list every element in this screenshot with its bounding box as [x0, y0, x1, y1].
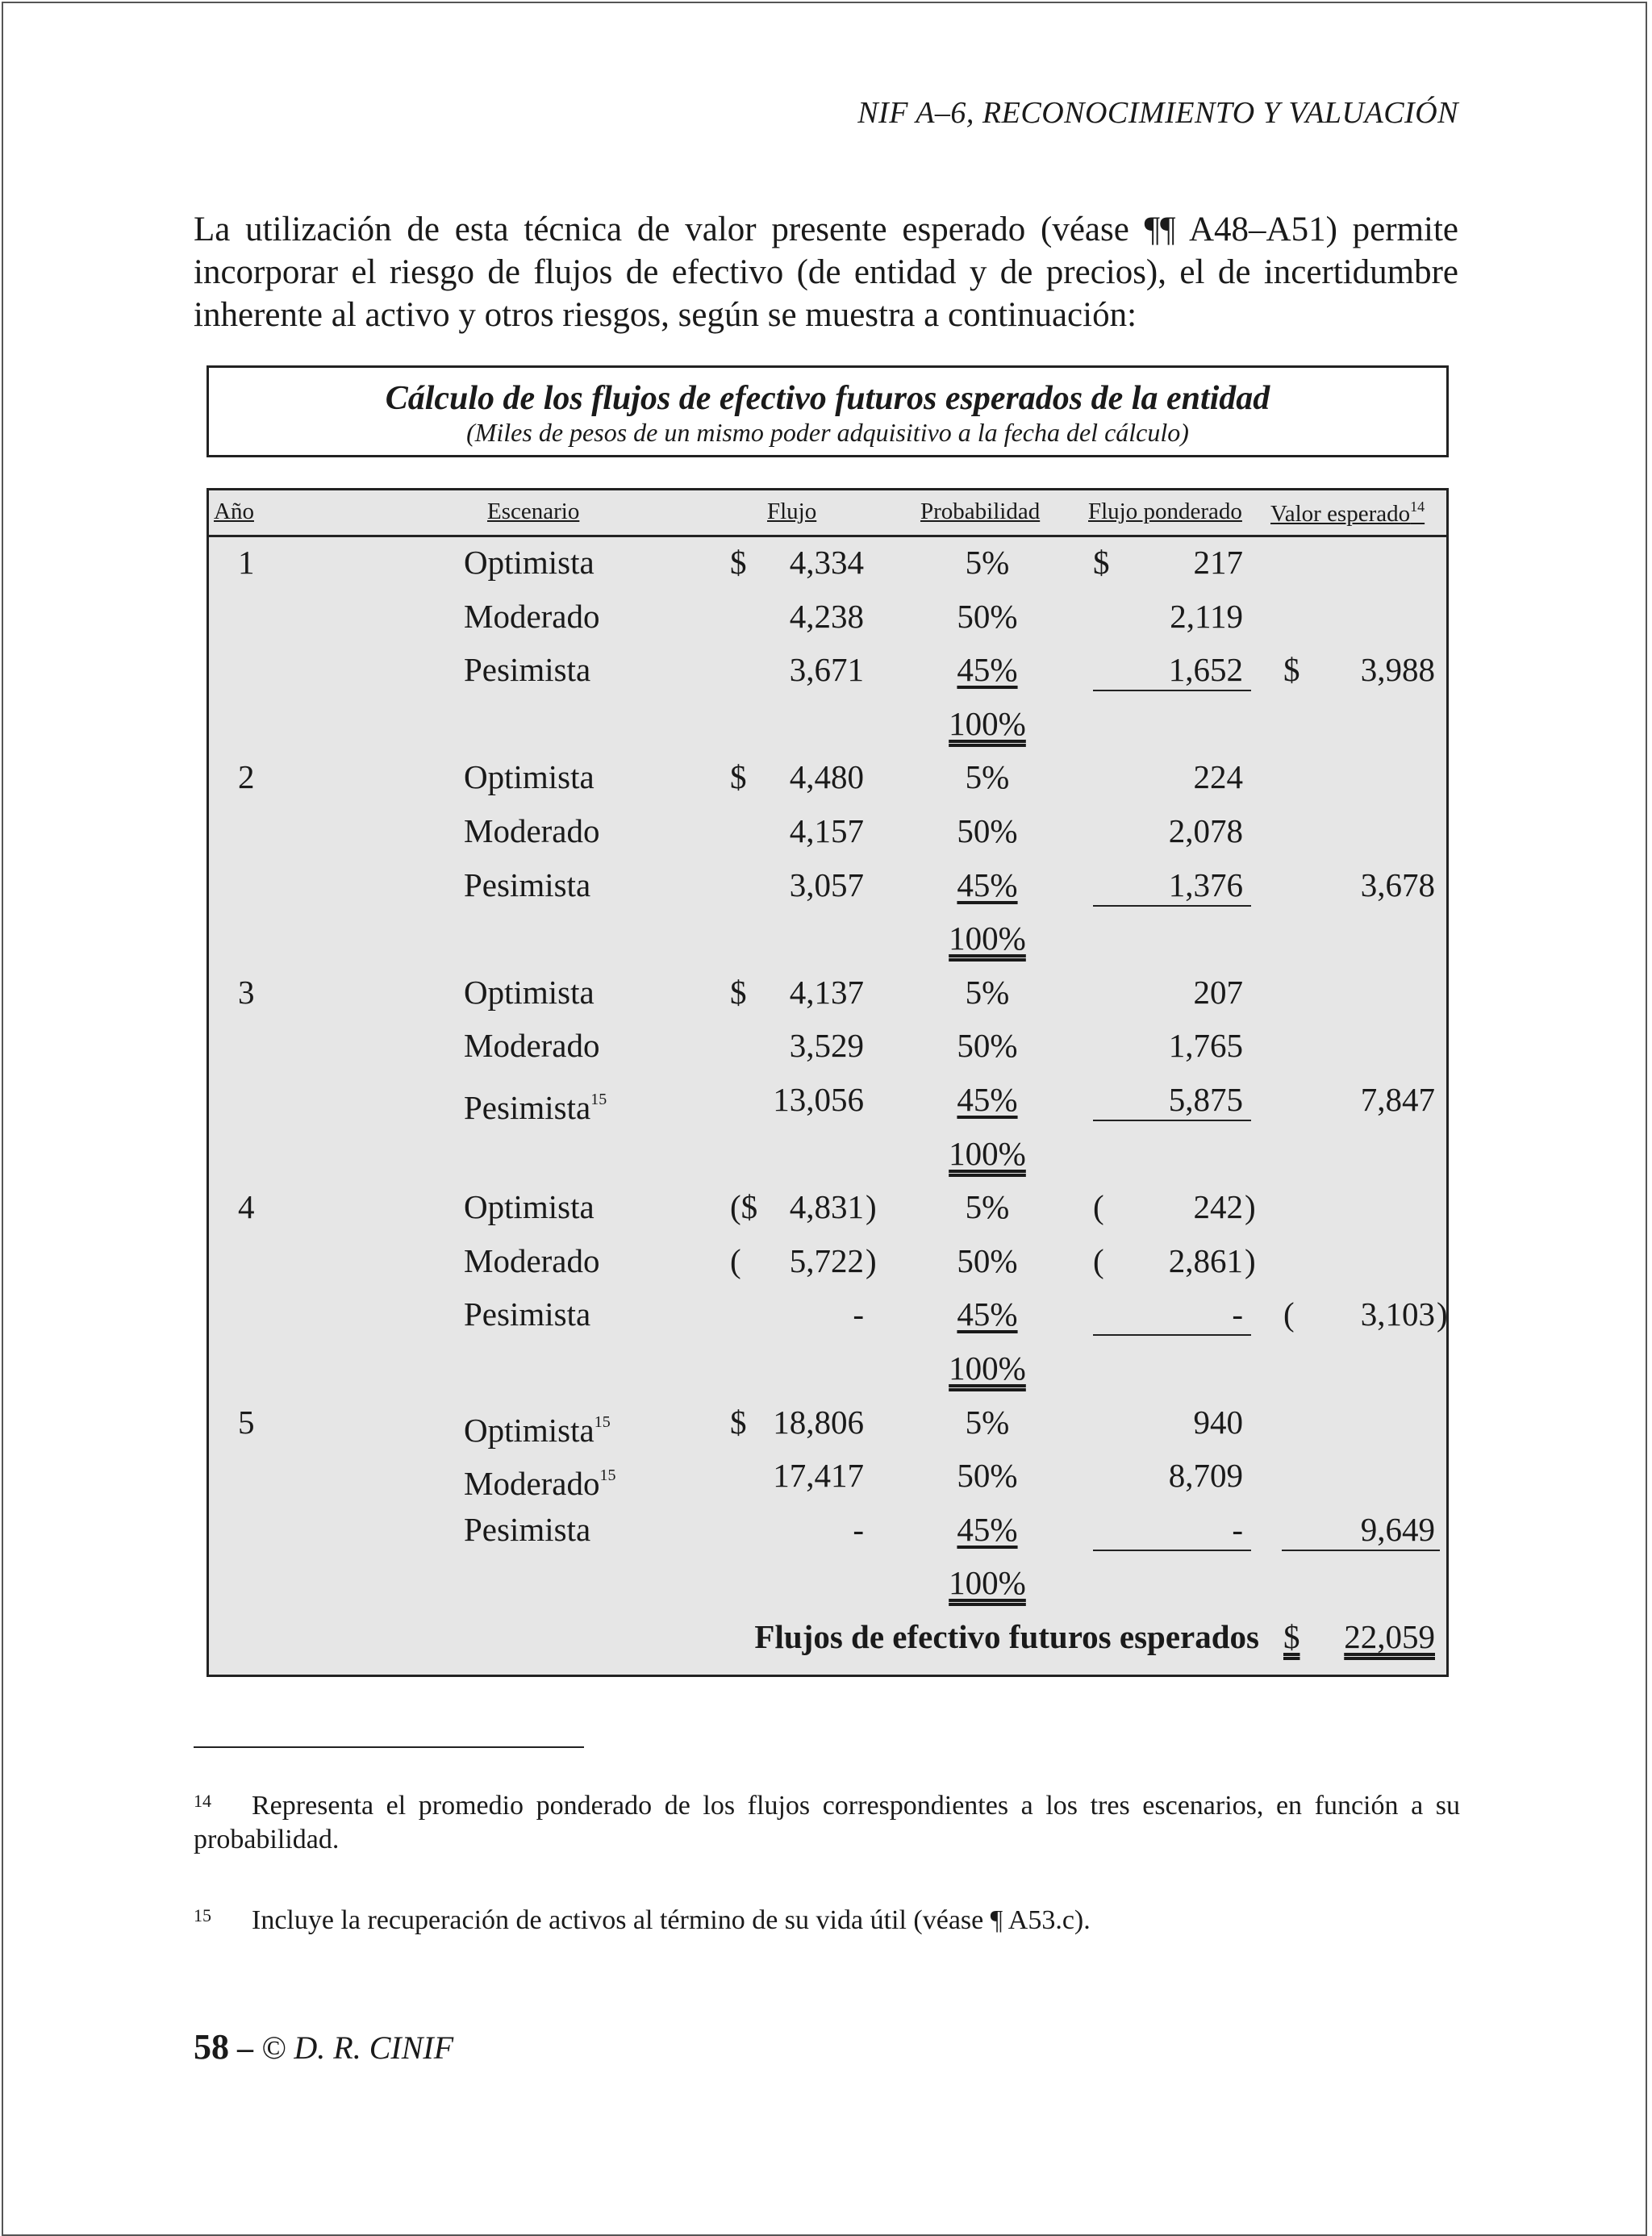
- grand-total-prefix: $: [1283, 1618, 1300, 1655]
- weighted-flow-cell: 242: [1193, 1188, 1243, 1226]
- table-row: [209, 1180, 1446, 1233]
- flow-prefix: $: [730, 973, 747, 1011]
- table-header-row: [209, 490, 1446, 537]
- subtotal-underline: [1093, 1550, 1251, 1551]
- probability-cell: 45%: [957, 1510, 1018, 1548]
- probability-cell: 5%: [965, 973, 1010, 1011]
- footnote-number: 14: [194, 1791, 211, 1811]
- flow-cell: 3,671: [789, 651, 864, 689]
- weighted-flow-cell: 224: [1193, 758, 1243, 796]
- scenario-name: Moderado: [464, 1241, 600, 1279]
- year-cell: 5: [238, 1403, 255, 1441]
- flow-cell: 13,056: [773, 1081, 864, 1118]
- year-cell: 4: [238, 1188, 255, 1226]
- subtotal-underline: [1093, 1334, 1251, 1336]
- flow-suffix: ): [866, 1241, 877, 1279]
- weighted-flow-suffix: ): [1245, 1241, 1256, 1279]
- scenario-cell: [464, 651, 590, 688]
- flow-prefix: $: [730, 1403, 747, 1441]
- running-header: NIF A–6, RECONOCIMIENTO Y VALUACIÓN: [857, 96, 1458, 130]
- col-header-expected-value-label: Valor esperado: [1270, 501, 1411, 527]
- probability-cell: 5%: [965, 544, 1010, 581]
- year-cell: 3: [238, 973, 255, 1011]
- footnote-text: Representa el promedio ponderado de los flujos correspondientes a los tres escenarios, en función a su probabilidad.: [194, 1791, 1460, 1854]
- table-row: [209, 536, 1446, 589]
- expected-value-cell: 7,847: [1360, 1081, 1435, 1118]
- flow-cell: 4,238: [789, 597, 864, 635]
- scenario-name: Moderado: [464, 1027, 600, 1065]
- table-row: [209, 1395, 1446, 1449]
- scenario-cell: [464, 1404, 611, 1449]
- weighted-flow-cell: 5,875: [1168, 1081, 1243, 1118]
- table-row: [209, 804, 1446, 857]
- flow-cell: 4,831: [789, 1188, 864, 1226]
- scenario-name: Moderado: [464, 812, 600, 849]
- flow-cell: 4,137: [789, 973, 864, 1011]
- footnote-number: 15: [194, 1905, 211, 1925]
- table-subtitle: (Miles de pesos de un mismo poder adquisitivo a la fecha del cálculo): [466, 418, 1189, 447]
- probability-cell: 50%: [957, 597, 1018, 635]
- year-cell: 1: [238, 544, 255, 581]
- flow-cell: 4,480: [789, 758, 864, 796]
- expected-value-cell: 3,988: [1360, 651, 1435, 689]
- flow-cell: 3,529: [789, 1027, 864, 1065]
- footnote-ref-15: 15: [599, 1466, 616, 1485]
- grand-total-row: [209, 1610, 1446, 1663]
- flow-suffix: ): [866, 1188, 877, 1226]
- expected-value-suffix: ): [1437, 1295, 1448, 1333]
- scenario-cell: [464, 1081, 607, 1126]
- weighted-flow-cell: 1,652: [1168, 651, 1243, 689]
- weighted-flow-cell: 2,119: [1170, 597, 1243, 635]
- probability-total: 100%: [949, 1134, 1026, 1172]
- flow-prefix: ($: [730, 1188, 758, 1226]
- flow-prefix: $: [730, 544, 747, 581]
- probability-total: 100%: [949, 1564, 1026, 1602]
- scenario-name: Moderado: [464, 1465, 600, 1503]
- weighted-flow-cell: 207: [1193, 973, 1243, 1011]
- probability-total: 100%: [949, 920, 1026, 957]
- subtotal-underline: [1093, 1120, 1251, 1121]
- probability-total-row: [209, 912, 1446, 965]
- flow-cell: -: [853, 1510, 864, 1548]
- col-header-scenario: Escenario: [487, 499, 580, 524]
- subtotal-underline: [1093, 690, 1251, 691]
- scenario-name: Optimista: [464, 544, 594, 581]
- weighted-flow-cell: -: [1232, 1295, 1243, 1333]
- expected-value-prefix: $: [1283, 651, 1300, 689]
- flow-cell: 5,722: [789, 1241, 864, 1279]
- probability-total-row: [209, 1127, 1446, 1180]
- table-row: [209, 966, 1446, 1019]
- weighted-flow-prefix: (: [1093, 1188, 1104, 1226]
- probability-total: 100%: [949, 704, 1026, 742]
- scenario-cell: [464, 974, 594, 1011]
- footnote-rule: [194, 1746, 584, 1748]
- scenario-cell: [464, 1188, 594, 1225]
- probability-cell: 45%: [957, 866, 1018, 903]
- scenario-cell: [464, 1511, 590, 1548]
- probability-cell: 45%: [957, 1295, 1018, 1333]
- scenario-cell: [464, 812, 600, 849]
- scenario-name: Pesimista: [464, 651, 591, 689]
- scenario-name: Optimista: [464, 1188, 594, 1226]
- flow-cell: -: [853, 1295, 864, 1333]
- col-header-year: Año: [214, 499, 254, 524]
- probability-cell: 45%: [957, 651, 1018, 689]
- scenario-cell: [464, 758, 594, 795]
- scenario-cell: [464, 1027, 600, 1064]
- table-title: Cálculo de los flujos de efectivo futuros esperados de la entidad: [385, 380, 1270, 417]
- flow-cell: 4,157: [789, 812, 864, 849]
- weighted-flow-suffix: ): [1245, 1188, 1256, 1226]
- probability-total: 100%: [949, 1350, 1026, 1387]
- cash-flow-table: [206, 488, 1449, 1677]
- probability-total-row: [209, 1341, 1446, 1395]
- grand-total-label: Flujos de efectivo futuros esperados: [754, 1618, 1259, 1655]
- table-row: [209, 1503, 1446, 1556]
- flow-cell: 17,417: [773, 1457, 864, 1495]
- table-row: [209, 858, 1446, 912]
- table-row: [209, 750, 1446, 803]
- scenario-cell: [464, 1295, 590, 1333]
- flow-cell: 18,806: [773, 1403, 864, 1441]
- footnote-ref-14: 14: [1410, 499, 1425, 515]
- intro-paragraph: La utilización de esta técnica de valor presente esperado (véase ¶¶ A48–A51) permite incorporar el riesgo de flujos de efectivo (de entidad y de precios), el de incertidumbre inherente al activo y otros riesgos, según se muestra a continuación:: [194, 211, 1458, 334]
- expected-value-cell: 3,103: [1360, 1295, 1435, 1333]
- weighted-flow-cell: 2,078: [1168, 812, 1243, 849]
- probability-cell: 50%: [957, 1457, 1018, 1495]
- page-footer: [194, 2026, 453, 2067]
- expected-value-cell: 9,649: [1360, 1510, 1435, 1548]
- subtotal-underline: [1282, 1550, 1440, 1551]
- scenario-name: Pesimista: [464, 1510, 591, 1548]
- scenario-name: Optimista: [464, 758, 594, 796]
- table-row: [209, 643, 1446, 696]
- subtotal-underline: [1093, 905, 1251, 907]
- table-row: [209, 1073, 1446, 1126]
- table-row: [209, 1449, 1446, 1502]
- scenario-name: Moderado: [464, 597, 600, 635]
- probability-cell: 50%: [957, 1241, 1018, 1279]
- footnote-15: [194, 1904, 1460, 1938]
- copyright: © D. R. CINIF: [261, 2030, 454, 2066]
- flow-cell: 4,334: [789, 544, 864, 581]
- col-header-expected-value: [1270, 499, 1425, 528]
- table-title-box: [206, 365, 1449, 457]
- scenario-cell: [464, 1457, 616, 1502]
- flow-prefix: (: [730, 1241, 741, 1279]
- weighted-flow-prefix: (: [1093, 1241, 1104, 1279]
- scenario-cell: [464, 544, 594, 581]
- col-header-probability: Probabilidad: [920, 499, 1041, 524]
- expected-value-prefix: (: [1283, 1295, 1295, 1333]
- weighted-flow-cell: 1,765: [1168, 1027, 1243, 1065]
- footnote-ref-15: 15: [594, 1412, 611, 1431]
- year-cell: 2: [238, 758, 255, 796]
- weighted-flow-cell: 2,861: [1168, 1241, 1243, 1279]
- weighted-flow-prefix: $: [1093, 544, 1110, 581]
- flow-cell: 3,057: [789, 866, 864, 903]
- grand-total-value: 22,059: [1344, 1618, 1435, 1655]
- probability-cell: 45%: [957, 1081, 1018, 1118]
- weighted-flow-cell: 217: [1193, 544, 1243, 581]
- footer-separator: –: [237, 2030, 253, 2066]
- probability-total-row: [209, 1556, 1446, 1609]
- weighted-flow-cell: 1,376: [1168, 866, 1243, 903]
- table-row: [209, 590, 1446, 643]
- probability-cell: 5%: [965, 1188, 1010, 1226]
- scenario-name: Pesimista: [464, 866, 591, 903]
- table-row: [209, 1287, 1446, 1341]
- col-header-flow: Flujo: [767, 499, 817, 524]
- probability-cell: 5%: [965, 1403, 1010, 1441]
- table-row: [209, 1234, 1446, 1287]
- probability-cell: 50%: [957, 1027, 1018, 1065]
- scenario-cell: [464, 1242, 600, 1279]
- scenario-name: Pesimista: [464, 1295, 591, 1333]
- weighted-flow-cell: 8,709: [1168, 1457, 1243, 1495]
- page-number: 58: [194, 2027, 229, 2067]
- scenario-cell: [464, 598, 600, 635]
- probability-total-row: [209, 697, 1446, 750]
- scenario-name: Optimista: [464, 973, 594, 1011]
- flow-prefix: $: [730, 758, 747, 796]
- col-header-weighted-flow: Flujo ponderado: [1088, 499, 1242, 524]
- footnote-14: [194, 1789, 1460, 1857]
- probability-cell: 5%: [965, 758, 1010, 796]
- weighted-flow-cell: -: [1232, 1510, 1243, 1548]
- probability-cell: 50%: [957, 812, 1018, 849]
- scenario-cell: [464, 866, 590, 903]
- scenario-name: Optimista: [464, 1411, 594, 1449]
- expected-value-cell: 3,678: [1360, 866, 1435, 903]
- table-row: [209, 1019, 1446, 1072]
- footnote-ref-15: 15: [590, 1091, 607, 1108]
- footnote-text: Incluye la recuperación de activos al término de su vida útil (véase ¶ A53.c).: [252, 1905, 1091, 1935]
- scenario-name: Pesimista: [464, 1089, 591, 1126]
- weighted-flow-cell: 940: [1193, 1403, 1243, 1441]
